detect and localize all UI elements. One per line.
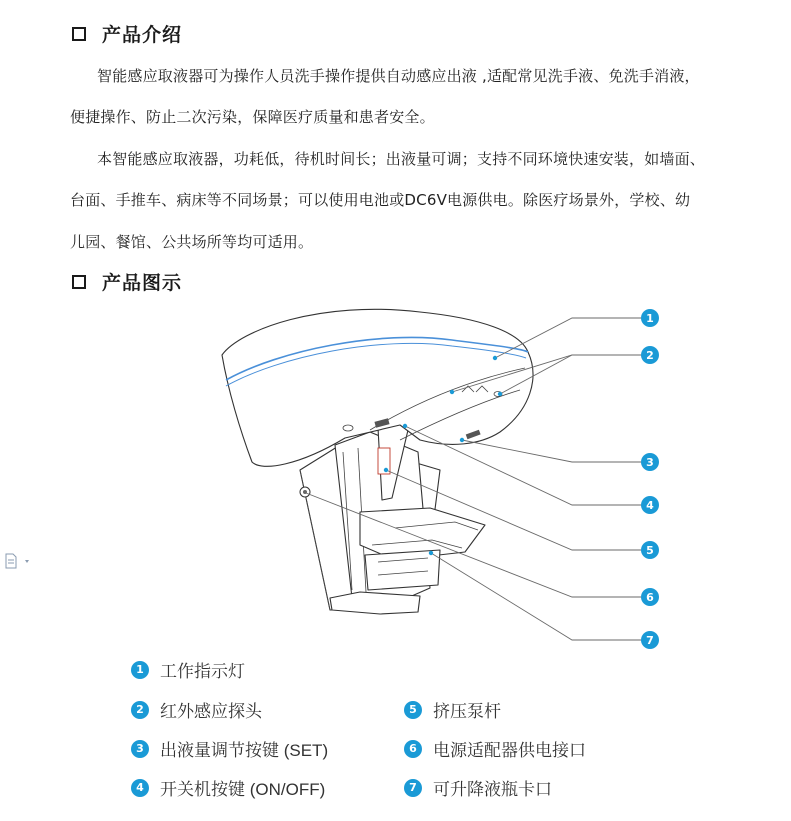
paragraph-line: 本智能感应取液器，功耗低，待机时间长；出液量可调；支持不同环境快速安装，如墙面、	[97, 150, 706, 168]
paragraph-line: 儿园、餐馆、公共场所等均可适用。	[70, 233, 314, 251]
callout-5	[641, 541, 659, 559]
legend-label: 挤压泵杆	[433, 702, 501, 721]
dispenser-illustration	[222, 309, 533, 614]
paragraph-line: 台面、手推车、病床等不同场景；可以使用电池或DC6V电源供电。除医疗场景外，学校、幼	[70, 191, 691, 209]
callout-number: 2	[646, 349, 654, 362]
number-badge: 5	[404, 701, 422, 719]
legend-item	[404, 736, 586, 761]
callout-3	[641, 453, 659, 471]
legend-item	[131, 657, 245, 682]
section-title: 产品介绍	[102, 24, 183, 46]
legend-item	[131, 775, 325, 800]
number-badge: 6	[404, 740, 422, 758]
legend-item	[131, 697, 262, 722]
callout-number: 7	[646, 634, 654, 647]
legend-item	[131, 736, 328, 761]
legend-item	[404, 775, 552, 800]
callout-7	[641, 631, 659, 649]
callout-1	[641, 309, 659, 327]
callout-number: 4	[646, 499, 654, 512]
callout-4	[641, 496, 659, 514]
callout-number: 3	[646, 456, 654, 469]
section-title: 产品图示	[102, 272, 183, 294]
callout-number: 6	[646, 591, 654, 604]
legend-label: 工作指示灯	[160, 662, 245, 681]
callout-6	[641, 588, 659, 606]
legend-item	[404, 697, 501, 722]
paragraph-line: 智能感应取液器可为操作人员洗手操作提供自动感应出液 ,适配常见洗手液、免洗手消液，	[97, 67, 700, 85]
number-badge: 2	[131, 701, 149, 719]
legend-label: 出液量调节按键 (SET)	[160, 741, 329, 760]
legend-label: 开关机按键 (ON/OFF)	[160, 780, 326, 799]
callout-number: 1	[646, 312, 654, 325]
legend-label: 可升降液瓶卡口	[433, 780, 552, 799]
paragraph-line: 便捷操作、防止二次污染，保障医疗质量和患者安全。	[70, 108, 435, 126]
number-badge: 4	[131, 779, 149, 797]
legend-label: 红外感应探头	[160, 702, 262, 721]
number-badge: 1	[131, 661, 149, 679]
number-badge: 3	[131, 740, 149, 758]
callout-number: 5	[646, 544, 654, 557]
legend-label: 电源适配器供电接口	[433, 741, 586, 760]
number-badge: 7	[404, 779, 422, 797]
callout-2	[641, 346, 659, 364]
